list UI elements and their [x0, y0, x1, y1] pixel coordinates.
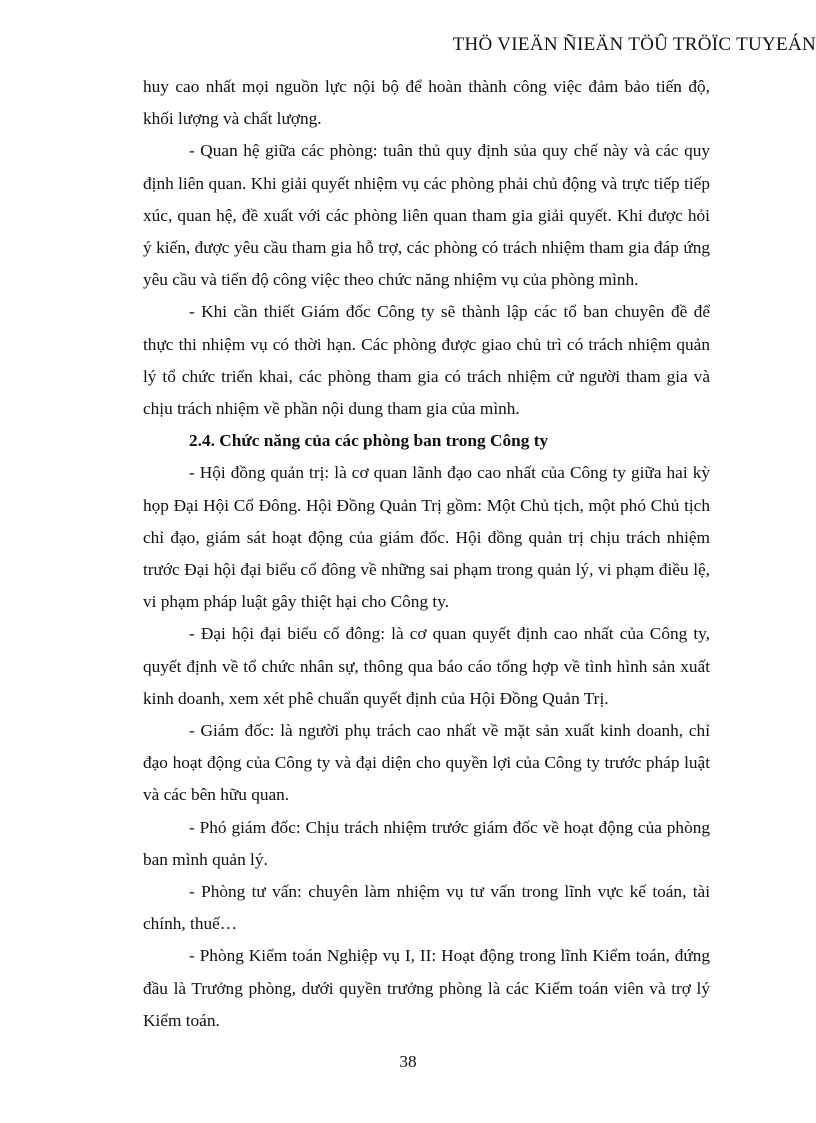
- paragraph-continuation: huy cao nhất mọi nguồn lực nội bộ để hoàn thành công việc đảm bảo tiến độ, khối lượng và chất lượng.: [143, 77, 710, 129]
- paragraph-special-committees: - Khi cần thiết Giám đốc Công ty sẽ thành lập các tổ ban chuyên đề để thực thi nhiệm vụ có thời hạn. Các phòng được giao chủ trì có trách nhiệm quản lý tổ chức triển khai, các phòng tham gia có trách nhiệm cử người tham gia và chịu trách nhiệm về phần nội dung tham gia của mình.: [143, 302, 710, 419]
- paragraph-consulting-department: - Phòng tư vấn: chuyên làm nhiệm vụ tư vấn trong lĩnh vực kế toán, tài chính, thuế…: [143, 882, 710, 934]
- document-body: [143, 71, 710, 1037]
- paragraph-board-of-directors: - Hội đồng quản trị: là cơ quan lãnh đạo cao nhất của Công ty giữa hai kỳ họp Đại Hội Cổ Đông. Hội Đồng Quản Trị gồm: Một Chủ tịch, một phó Chủ tịch chỉ đạo, giám sát hoạt động của giám đốc. Hội đồng quản trị chịu trách nhiệm trước Đại hội đại biểu cổ đông về những sai phạm trong quản lý, vi phạm điều lệ, vi phạm pháp luật gây thiệt hại cho Công ty.: [143, 463, 710, 612]
- section-heading: 2.4. Chức năng của các phòng ban trong Công ty: [189, 431, 549, 451]
- paragraph-shareholders-meeting: - Đại hội đại biểu cổ đông: là cơ quan quyết định cao nhất của Công ty, quyết định về tổ chức nhân sự, thông qua báo cáo tổng hợp về tình hình sản xuất kinh doanh, xem xét phê chuẩn quyết định của Hội Đồng Quản Trị.: [143, 624, 710, 708]
- running-header: THÖ VIEÄN ÑIEÄN TÖÛ TRÖÏC TUYEÁN: [452, 34, 816, 55]
- paragraph-deputy-director: - Phó giám đốc: Chịu trách nhiệm trước giám đốc về hoạt động của phòng ban mình quản lý.: [143, 817, 710, 869]
- paragraph-audit-department: - Phòng Kiểm toán Nghiệp vụ I, II: Hoạt động trong lĩnh Kiểm toán, đứng đầu là Trưởng phòng, dưới quyền trưởng phòng là các Kiểm toán viên và trợ lý Kiểm toán.: [143, 946, 710, 1030]
- paragraph-department-relations: - Quan hệ giữa các phòng: tuân thủ quy định sủa quy chế này và các quy định liên quan. Khi giải quyết nhiệm vụ các phòng phải chủ động và trực tiếp tiếp xúc, quan hệ, đề xuất với các phòng liên quan tham gia giải quyết. Khi được hỏi ý kiến, được yêu cầu tham gia hỗ trợ, các phòng có trách nhiệm tham gia đáp ứng yêu cầu và tiến độ công việc theo chức năng nhiệm vụ của phòng mình.: [143, 141, 710, 290]
- page-number: 38: [399, 1052, 417, 1071]
- paragraph-director: - Giám đốc: là người phụ trách cao nhất về mặt sản xuất kinh doanh, chỉ đạo hoạt động của Công ty và đại diện cho quyền lợi của Công ty trước pháp luật và các bên hữu quan.: [143, 721, 710, 805]
